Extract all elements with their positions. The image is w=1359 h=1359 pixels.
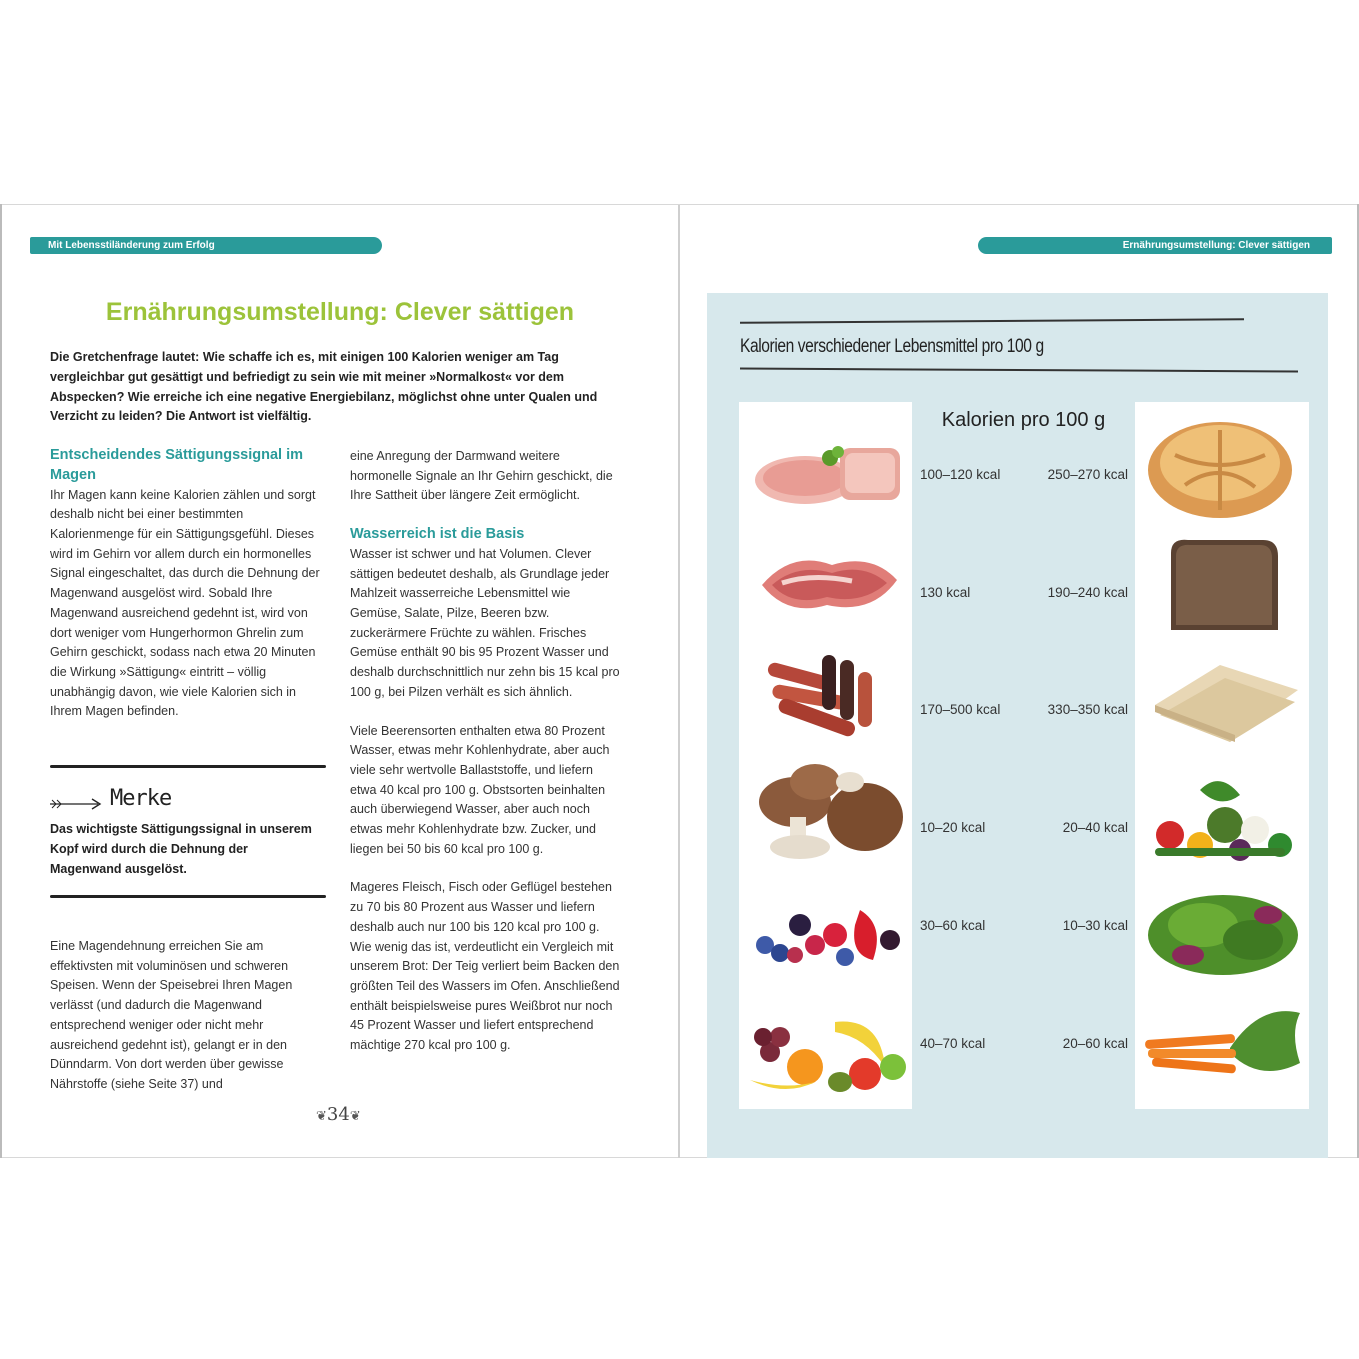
left-column-1-continued (50, 937, 312, 1095)
kcal-value: 170–500 kcal (920, 702, 1001, 717)
running-head-right: Ernährungsumstellung: Clever sättigen (978, 237, 1332, 254)
kcal-value: 30–60 kcal (920, 918, 986, 933)
page-title: Ernährungsumstellung: Clever sättigen (105, 298, 575, 326)
kcal-value: 100–120 kcal (920, 467, 1001, 482)
bread-roll-image (1145, 415, 1295, 520)
vegetables-image (1140, 770, 1300, 865)
book-spine (678, 205, 680, 1158)
infobox-title: Kalorien verschiedener Lebensmittel pro 100 g (740, 336, 1044, 357)
paragraph: Viele Beerensorten enthalten etwa 80 Prozent Wasser, etwas mehr Kohlenhydrate, aber auch viele sehr wertvolle Ballaststoffe, und liefern etwa 40 kcal pro 100 g. Obstsorten beinhalten auch überwiegend Wasser, aber auch noch etwas mehr Kohlenhydrate bzw. Zucker, und liegen bei 50 bis 60 kcal pro 100 g. (350, 723, 610, 856)
carrots-image (1140, 1003, 1305, 1093)
paragraph: Ihr Magen kann keine Kalorien zählen und sorgt deshalb nicht bei einer bestimmten Kalorienmenge für ein Sättigungsgefühl. Dieses wird im Gehirn vor allem durch ein hormonelles Signal eingeschaltet, das durch die Dehnung der Magenwand ausgelöst wird. Sobald Ihre Magenwand ausreichend gedehnt ist, wird von dort weniger vom Hungerhormon Ghrelin zum Gehirn geschickt, sodass nach etwa 20 Minuten die Wirkung »Sättigung« eintritt – völlig unabhängig davon, wie viele Kalorien sich in Ihrem Magen befinden. (50, 487, 320, 719)
merke-text: Das wichtigste Sättigungssignal in unserem Kopf wird durch die Dehnung der Magenwand ausgelöst. (50, 822, 312, 876)
merke-rule-bottom (50, 895, 326, 898)
arrow-icon (50, 798, 102, 810)
page-edge-left (0, 204, 2, 1158)
kcal-value: 40–70 kcal (920, 1036, 986, 1051)
page-number: ❦34❦ (316, 1104, 361, 1125)
kcal-value: 10–20 kcal (920, 820, 986, 835)
kcal-value: 20–60 kcal (1062, 1036, 1128, 1051)
food-image-column-left (739, 402, 912, 1109)
leaf-ornament-icon: ❦ (349, 1109, 361, 1124)
kcal-value: 130 kcal (920, 585, 971, 600)
kcal-value: 250–270 kcal (1047, 467, 1128, 482)
kcal-value: 330–350 kcal (1047, 702, 1128, 717)
paragraph: Mageres Fleisch, Fisch oder Geflügel bestehen zu 70 bis 80 Prozent aus Wasser und liefern deshalb auch nur 100 bis 120 kcal pro 100 g. Wie wenig das ist, verdeutlicht ein Vergleich mit unserem Brot: Der Teig verliert beim Backen den größten Teil des Wassers im Ofen. Anschließend enthält beispielsweise pures Weißbrot nur noch 45 Prozent Wasser und liefert entsprechend mächtige 270 kcal pro 100 g. (350, 880, 620, 1053)
kcal-value: 10–30 kcal (1062, 918, 1128, 933)
salad-image (1143, 880, 1303, 980)
kcal-value: 20–40 kcal (1062, 820, 1128, 835)
lead-paragraph: Die Gretchenfrage lautet: Wie schaffe ich es, mit einigen 100 Kalorien weniger am Tag vergleichbar gut gesättigt und befriedigt zu sein wie mit meiner »Normalkost« vor dem Abspecken? Wie erreiche ich eine negative Energiebilanz, möglichst ohne unter Qualen und Verzicht zu leiden? Die Antwort ist vielfältig. (50, 350, 598, 424)
crispbread-image (1150, 660, 1300, 745)
kcal-value: 190–240 kcal (1047, 585, 1128, 600)
paragraph: Eine Magendehnung erreichen Sie am effektivsten mit voluminösen und schweren Speisen. Wenn der Speisebrei Ihren Magen verlässt (und dadurch die Magenwand entsprechend weniger oder nicht mehr ausreichend gedehnt ist), gelangt er in den Dünndarm. Von dort werden über gewisse Nährstoffe (siehe Seite 37) und (50, 939, 293, 1091)
sausage-image (752, 650, 892, 745)
mushroom-image (755, 762, 905, 862)
section-heading-wasserreich: Wasserreich ist die Basis (350, 526, 525, 543)
merke-title: Merke (110, 786, 172, 811)
chart-heading: Kalorien pro 100 g (941, 409, 1106, 431)
left-column-2 (350, 447, 622, 1056)
left-column-1 (50, 446, 325, 722)
section-heading-saettigungssignal: Entscheidendes Sättigungssignal im Magen (50, 447, 303, 483)
ham-image (752, 545, 902, 620)
paragraph: Wasser ist schwer und hat Volumen. Clever sättigen bedeutet deshalb, als Grundlage jeder Mahlzeit wasserreiche Lebensmittel wie Gemüse, Salate, Pilze, Beeren bzw. zuckerärmere Früchte zu wählen. Frisches Gemüse enthält 90 bis 95 Prozent Wasser und deshalb durchschnittlich nur zehn bis 15 kcal pro 100 g, bei Pilzen verhält es sich ähnlich. (350, 546, 620, 699)
fruit-image (745, 1012, 907, 1100)
merke-rule-top (50, 765, 326, 768)
leaf-ornament-icon: ❦ (316, 1109, 327, 1124)
paragraph: eine Anregung der Darmwand weitere hormonelle Signale an Ihr Gehirn geschickt, die Ihre Sattheit über längere Zeit ermöglicht. (350, 449, 613, 503)
meat-image (750, 428, 905, 508)
berries-image (745, 895, 907, 970)
running-head-left: Mit Lebensstiländerung zum Erfolg (30, 237, 382, 254)
wholegrain-bread-image (1168, 538, 1280, 632)
